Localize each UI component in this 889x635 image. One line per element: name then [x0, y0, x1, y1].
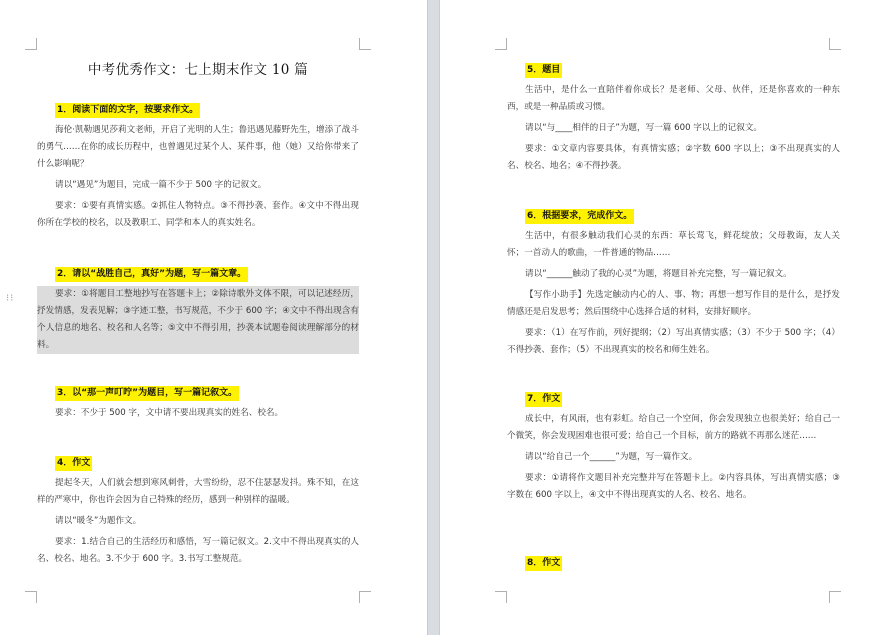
section-heading: 7．作文	[525, 392, 562, 407]
section-heading: 4．作文	[55, 456, 92, 471]
section-heading: 8．作文	[525, 556, 562, 571]
page-gutter	[427, 0, 440, 635]
document-page-right[interactable]	[440, 0, 889, 635]
margin-mark-bottom-left	[495, 591, 507, 603]
paragraph[interactable]: 请以“给自己一个______”为题，写一篇作文。	[525, 452, 698, 462]
paragraph[interactable]: 要求：不少于 500 字，文中请不要出现真实的姓名、校名。	[55, 408, 284, 418]
margin-mark-top-left	[25, 38, 37, 50]
section-3	[37, 380, 359, 422]
paragraph[interactable]: 要求：①请将作文题目补充完整并写在答题卡上。②内容具体，写出真情实感；③字数在 600 字以上，④文中不得出现真实的人名、校名、地名。	[507, 473, 840, 500]
paragraph[interactable]: 请以“暖冬”为题作文。	[55, 516, 142, 526]
margin-mark-bottom-right	[829, 591, 841, 603]
paragraph[interactable]: 请以“______触动了我的心灵”为题，将题目补充完整，写一篇记叙文。	[525, 269, 792, 279]
margin-mark-top-left	[495, 38, 507, 50]
section-1	[37, 97, 359, 232]
margin-mark-top-right	[359, 38, 371, 50]
section-heading: 2．请以“战胜自己，真好”为题，写一篇文章。	[55, 267, 248, 282]
section-heading: 6．根据要求，完成作文。	[525, 209, 634, 224]
margin-mark-bottom-left	[25, 591, 37, 603]
paragraph[interactable]: 要求：①要有真情实感。②抓住人物特点。③不得抄袭、套作。④文中不得出现你所在学校的校名，以及教职工、同学和本人的真实姓名。	[37, 201, 359, 228]
paragraph[interactable]: 【写作小助手】先选定触动内心的人、事、物；再想一想写作目的是什么，是抒发情感还是启发思考；然后围绕中心选择合适的材料，安排好顺序。	[507, 290, 840, 317]
paragraph[interactable]: 要求：（1）在写作前，列好提纲；（2）写出真情实感；（3）不少于 500 字；（4）不得抄袭、套作；（5）不出现真实的校名和师生姓名。	[507, 328, 840, 355]
drag-handle-icon[interactable]: ⁝⁝	[6, 293, 15, 304]
section-4	[37, 450, 359, 568]
section-5	[507, 57, 840, 175]
section-heading: 5．题目	[525, 63, 562, 78]
paragraph[interactable]: 请以“与____相伴的日子”为题，写一篇 600 字以上的记叙文。	[525, 123, 763, 133]
paragraph[interactable]: 成长中，有风雨，也有彩虹。给自己一个空间，你会发现独立也很美好；给自己一个微笑，你会发现困难也很可爱；给自己一个目标，前方的路就不再那么迷茫……	[507, 414, 840, 441]
section-2	[37, 261, 359, 354]
paragraph[interactable]: 生活中，有很多触动我们心灵的东西：草长莺飞，鲜花绽放；父母教诲，友人关怀；一首动人的歌曲，一件普通的物品……	[507, 231, 840, 258]
paragraph[interactable]: 请以“遇见”为题目，完成一篇不少于 500 字的记叙文。	[55, 180, 267, 190]
document-title: 中考优秀作文：七上期末作文 10 篇	[87, 62, 309, 78]
document-page-left[interactable]	[0, 0, 427, 635]
paragraph[interactable]: 提起冬天，人们就会想到寒风刺骨，大雪纷纷，忍不住瑟瑟发抖。殊不知，在这样的严寒中，你也许会因为自己特殊的经历，感到一种别样的温暖。	[37, 478, 359, 505]
margin-mark-top-right	[829, 38, 841, 50]
margin-mark-bottom-right	[359, 591, 371, 603]
section-heading: 3．以“那一声叮咛”为题目，写一篇记叙文。	[55, 386, 239, 401]
section-heading: 1．阅读下面的文字，按要求作文。	[55, 103, 200, 118]
section-6	[507, 203, 840, 359]
paragraph[interactable]: 生活中，是什么一直陪伴着你成长？是老师、父母、伙伴，还是你喜欢的一种东西，或是一种品质或习惯。	[507, 85, 840, 112]
paragraph[interactable]: 要求：1.结合自己的生活经历和感悟，写一篇记叙文。2.文中不得出现真实的人名、校名、地名。3.不少于 600 字。3.书写工整规范。	[37, 537, 359, 564]
paragraph[interactable]: 海伦·凯勒遇见莎莉文老师，开启了光明的人生；鲁迅遇见藤野先生，增添了战斗的勇气……在你的成长历程中，也曾遇见过某个人、某件事，他（她）又给你带来了什么影响呢？	[37, 125, 359, 169]
paragraph[interactable]: 要求：①文章内容要具体，有真情实感；②字数 600 字以上；③不出现真实的人名、校名、地名；④不得抄袭。	[507, 144, 840, 171]
section-8	[507, 550, 840, 571]
section-7	[507, 386, 840, 504]
selected-paragraph[interactable]: 要求：①将题目工整地抄写在答题卡上；②除诗歌外文体不限，可以记述经历，抒发情感，发表见解；③字迹工整，书写规范，不少于 600 字；④文中不得出现含有个人信息的地名、校名和人名等；⑤文中不得引用，抄袭本试题卷阅读理解部分的材料。	[37, 286, 359, 354]
